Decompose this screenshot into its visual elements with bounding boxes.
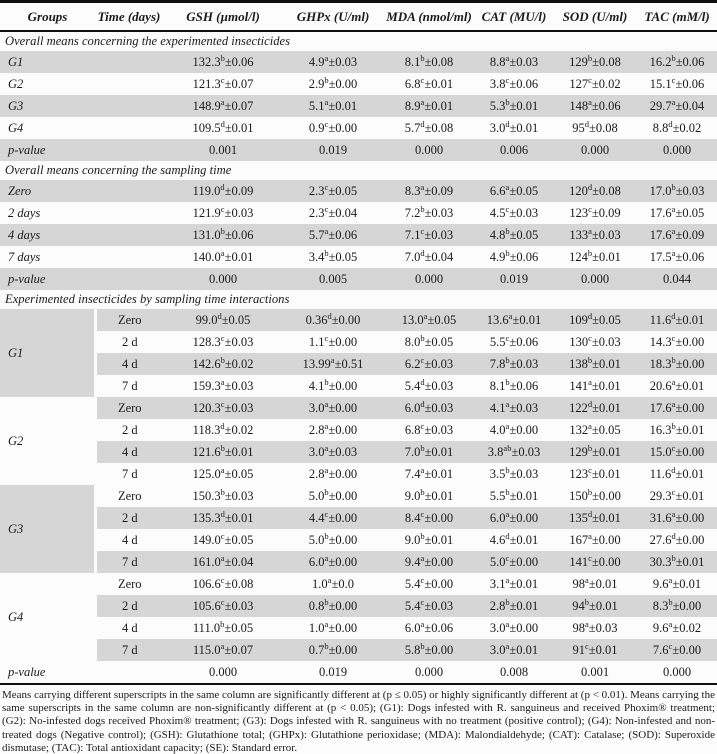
time-cell: 7 d: [95, 639, 163, 661]
value-cell: 8.1$^b$±0.08: [383, 51, 475, 73]
table-row: [0, 246, 717, 268]
value-cell: 6.0$^d$±0.03: [383, 397, 475, 419]
value-cell: 2.3$^c$±0.05: [283, 180, 383, 202]
value-cell: 17.6$^a$±0.05: [637, 202, 717, 224]
value-cell: $167^a\pm 0.00$: [553, 529, 637, 551]
table-row: [0, 73, 717, 95]
value-cell: 0.000: [637, 661, 717, 684]
value-cell: 3.1$^a$±0.01: [475, 573, 553, 595]
row-label: 4 days: [0, 224, 163, 246]
value-cell: 13.6$^a$±0.01: [475, 309, 553, 331]
value-cell: 121.6$^b$±0.01: [163, 441, 283, 463]
value-cell: 4.6$^d$±0.01: [475, 529, 553, 551]
time-cell: 2 d: [95, 419, 163, 441]
value-cell: 8.1$^b$±0.06: [475, 375, 553, 397]
row-label: G3: [0, 95, 163, 117]
value-cell: $95^d\pm 0.08$: [553, 117, 637, 139]
value-cell: 0.8$^b$±0.00: [283, 595, 383, 617]
time-cell: 7 d: [95, 375, 163, 397]
value-cell: 9.0$^b$±0.01: [383, 529, 475, 551]
section-header-row: [0, 290, 717, 309]
value-cell: $127^c\pm 0.02$: [553, 73, 637, 95]
value-cell: 27.6$^d$±0.00: [637, 529, 717, 551]
value-cell: 142.6$^b$±0.02: [163, 353, 283, 375]
value-cell: 16.3$^b$±0.01: [637, 419, 717, 441]
value-cell: 29.3$^c$±0.01: [637, 485, 717, 507]
value-cell: 5.8$^b$±0.00: [383, 639, 475, 661]
value-cell: 0.000: [383, 139, 475, 161]
value-cell: 6.0$^a$±0.00: [475, 507, 553, 529]
value-cell: 17.5$^a$±0.06: [637, 246, 717, 268]
value-cell: 17.0$^b$±0.03: [637, 180, 717, 202]
time-cell: Zero: [95, 573, 163, 595]
value-cell: 0.006: [475, 139, 553, 161]
table-row: [0, 95, 717, 117]
table-row: [0, 639, 717, 661]
section-title: Overall means concerning the sampling time: [0, 161, 717, 180]
value-cell: 16.2$^b$±0.06: [637, 51, 717, 73]
value-cell: 105.6$^c$±0.03: [163, 595, 283, 617]
value-cell: 7.0$^d$±0.04: [383, 246, 475, 268]
value-cell: 4.1$^a$±0.03: [475, 397, 553, 419]
table-row: [0, 51, 717, 73]
value-cell: $109^d\pm 0.05$: [553, 309, 637, 331]
value-cell: 8.4$^c$±0.00: [383, 507, 475, 529]
value-cell: 7.4$^a$±0.01: [383, 463, 475, 485]
time-cell: Zero: [95, 309, 163, 331]
value-cell: 140.0$^a$±0.01: [163, 246, 283, 268]
section-header-row: [0, 161, 717, 180]
value-cell: 0.008: [475, 661, 553, 684]
value-cell: 15.0$^c$±0.00: [637, 441, 717, 463]
group-cell: G1: [0, 309, 95, 397]
value-cell: 29.7$^a$±0.04: [637, 95, 717, 117]
section-title: Overall means concerning the experimented insecticides: [0, 31, 717, 51]
row-label: p-value: [0, 661, 95, 684]
row-label: p-value: [0, 139, 163, 161]
table-footnote: Means carrying different superscripts in the same column are significantly different at (p ≤ 0.05) or highly significantly different at (p < 0.01). Means carrying the same superscripts in the same column are non-significantly different at (p < 0.05); (G1): Dogs infested with R. sanguineus and received Phoxim® treatment; (G2): No-infested dogs received Phoxim® treatment; (G3): Dogs infested with R. sanguineus with no treatment (positive control); (G4): Non-infested and non-treated dogs (Negative control); (GSH): Glutathione total; (GHPx): Glutathione perioxidase; (MDA): Malondialdehyde; (CAT): Catalase; (SOD): Superoxide dismutase; (TAC): Total antioxidant capacity; (SE): Standard error.: [2, 689, 715, 754]
column-header-cat: CAT (MU/l): [475, 2, 553, 32]
value-cell: $120^d\pm 0.08$: [553, 180, 637, 202]
value-cell: 161.0$^a$±0.04: [163, 551, 283, 573]
value-cell: 8.3$^a$±0.09: [383, 180, 475, 202]
value-cell: 132.3$^b$±0.06: [163, 51, 283, 73]
table-row: [0, 551, 717, 573]
value-cell: 9.0$^b$±0.01: [383, 485, 475, 507]
time-cell: [95, 661, 163, 684]
value-cell: 3.0$^d$±0.01: [475, 117, 553, 139]
value-cell: $98^a\pm 0.03$: [553, 617, 637, 639]
time-cell: 7 d: [95, 463, 163, 485]
time-cell: 4 d: [95, 529, 163, 551]
group-cell: G4: [0, 573, 95, 661]
value-cell: 131.0$^b$±0.06: [163, 224, 283, 246]
value-cell: 18.3$^b$±0.00: [637, 353, 717, 375]
value-cell: 17.6$^a$±0.00: [637, 397, 717, 419]
value-cell: 120.3$^c$±0.03: [163, 397, 283, 419]
value-cell: 149.0$^c$±0.05: [163, 529, 283, 551]
row-label: G1: [0, 51, 163, 73]
results-table-body: [0, 31, 717, 684]
value-cell: 4.8$^b$±0.05: [475, 224, 553, 246]
row-label: Zero: [0, 180, 163, 202]
value-cell: 0.005: [283, 268, 383, 290]
value-cell: 2.9$^b$±0.00: [283, 73, 383, 95]
value-cell: 9.6$^a$±0.02: [637, 617, 717, 639]
value-cell: 0.000: [383, 268, 475, 290]
value-cell: 5.4$^c$±0.03: [383, 595, 475, 617]
value-cell: 3.8$^c$±0.06: [475, 73, 553, 95]
value-cell: 2.8$^a$±0.00: [283, 419, 383, 441]
value-cell: 99.0$^d$±0.05: [163, 309, 283, 331]
value-cell: 4.4$^c$±0.00: [283, 507, 383, 529]
value-cell: 2.8$^a$±0.00: [283, 463, 383, 485]
time-cell: 4 d: [95, 617, 163, 639]
value-cell: 2.3$^c$±0.04: [283, 202, 383, 224]
value-cell: 31.6$^a$±0.00: [637, 507, 717, 529]
table-row: [0, 441, 717, 463]
value-cell: $123^c\pm 0.09$: [553, 202, 637, 224]
value-cell: $129^b\pm 0.08$: [553, 51, 637, 73]
table-row: [0, 331, 717, 353]
value-cell: $141^c\pm 0.00$: [553, 551, 637, 573]
table-row: [0, 463, 717, 485]
value-cell: 7.0$^b$±0.01: [383, 441, 475, 463]
section-header-row: [0, 31, 717, 51]
value-cell: $129^b\pm 0.01$: [553, 441, 637, 463]
value-cell: 5.3$^b$±0.01: [475, 95, 553, 117]
table-row: [0, 419, 717, 441]
value-cell: 0.000: [637, 139, 717, 161]
table-row: [0, 375, 717, 397]
value-cell: $123^c\pm 0.01$: [553, 463, 637, 485]
value-cell: 121.3$^c$±0.07: [163, 73, 283, 95]
row-label: 2 days: [0, 202, 163, 224]
value-cell: 9.4$^a$±0.00: [383, 551, 475, 573]
value-cell: 3.0$^a$±0.01: [475, 639, 553, 661]
value-cell: $133^a\pm 0.03$: [553, 224, 637, 246]
value-cell: 8.9$^a$±0.01: [383, 95, 475, 117]
value-cell: 5.4$^d$±0.03: [383, 375, 475, 397]
value-cell: 0.001: [163, 139, 283, 161]
value-cell: 5.7$^a$±0.06: [283, 224, 383, 246]
value-cell: 5.0$^b$±0.00: [283, 485, 383, 507]
column-header-groups: Groups: [0, 2, 95, 32]
value-cell: 3.5$^b$±0.03: [475, 463, 553, 485]
table-row: [0, 617, 717, 639]
time-cell: Zero: [95, 397, 163, 419]
value-cell: 3.0$^a$±0.00: [283, 397, 383, 419]
column-header-gsh: GSH (µmol/l): [163, 2, 283, 32]
value-cell: 7.1$^c$±0.03: [383, 224, 475, 246]
value-cell: 5.4$^c$±0.00: [383, 573, 475, 595]
value-cell: 11.6$^d$±0.01: [637, 463, 717, 485]
value-cell: 8.0$^b$±0.05: [383, 331, 475, 353]
table-row: [0, 507, 717, 529]
value-cell: 7.8$^b$±0.03: [475, 353, 553, 375]
value-cell: 14.3$^c$±0.00: [637, 331, 717, 353]
value-cell: 0.001: [553, 661, 637, 684]
value-cell: $150^b\pm 0.00$: [553, 485, 637, 507]
value-cell: 111.0$^b$±0.05: [163, 617, 283, 639]
p-value-row: [0, 139, 717, 161]
value-cell: 0.019: [283, 139, 383, 161]
value-cell: 17.6$^a$±0.09: [637, 224, 717, 246]
value-cell: 128.3$^c$±0.03: [163, 331, 283, 353]
value-cell: $132^a\pm 0.05$: [553, 419, 637, 441]
column-header-mda: MDA (nmol/ml): [383, 2, 475, 32]
value-cell: $94^b\pm 0.01$: [553, 595, 637, 617]
column-header-tac: TAC (mM/l): [637, 2, 717, 32]
value-cell: 4.1$^b$±0.00: [283, 375, 383, 397]
value-cell: $98^a\pm 0.01$: [553, 573, 637, 595]
value-cell: 6.0$^a$±0.00: [283, 551, 383, 573]
value-cell: 0.9$^c$±0.00: [283, 117, 383, 139]
value-cell: 13.99$^a$±0.51: [283, 353, 383, 375]
group-cell: G2: [0, 397, 95, 485]
row-label: 7 days: [0, 246, 163, 268]
section-title: Experimented insecticides by sampling time interactions: [0, 290, 717, 309]
value-cell: 118.3$^d$±0.02: [163, 419, 283, 441]
value-cell: 135.3$^d$±0.01: [163, 507, 283, 529]
time-cell: 4 d: [95, 353, 163, 375]
value-cell: 13.0$^a$±0.05: [383, 309, 475, 331]
value-cell: 109.5$^d$±0.01: [163, 117, 283, 139]
row-label: p-value: [0, 268, 163, 290]
value-cell: 121.9$^c$±0.03: [163, 202, 283, 224]
value-cell: 0.36$^d$±0.00: [283, 309, 383, 331]
value-cell: $135^d\pm 0.01$: [553, 507, 637, 529]
value-cell: $122^d\pm 0.01$: [553, 397, 637, 419]
table-row: [0, 595, 717, 617]
table-row: [0, 529, 717, 551]
value-cell: 3.8$^{ab}$±0.03: [475, 441, 553, 463]
value-cell: 4.5$^c$±0.03: [475, 202, 553, 224]
value-cell: 159.3$^a$±0.03: [163, 375, 283, 397]
value-cell: 0.019: [283, 661, 383, 684]
value-cell: 2.8$^b$±0.01: [475, 595, 553, 617]
value-cell: 15.1$^c$±0.06: [637, 73, 717, 95]
value-cell: 6.0$^a$±0.06: [383, 617, 475, 639]
header-row: [0, 2, 717, 32]
value-cell: 5.0$^c$±0.00: [475, 551, 553, 573]
value-cell: 0.019: [475, 268, 553, 290]
value-cell: 5.0$^b$±0.00: [283, 529, 383, 551]
value-cell: 115.0$^a$±0.07: [163, 639, 283, 661]
value-cell: 4.9$^b$±0.06: [475, 246, 553, 268]
value-cell: 4.9$^a$±0.03: [283, 51, 383, 73]
value-cell: 3.0$^a$±0.03: [283, 441, 383, 463]
value-cell: 8.8$^d$±0.02: [637, 117, 717, 139]
table-row: [0, 309, 717, 331]
value-cell: $130^c\pm 0.03$: [553, 331, 637, 353]
value-cell: 1.0$^a$±0.00: [283, 617, 383, 639]
time-cell: 2 d: [95, 331, 163, 353]
value-cell: 150.3$^b$±0.03: [163, 485, 283, 507]
value-cell: 7.2$^b$±0.03: [383, 202, 475, 224]
value-cell: 3.0$^a$±0.00: [475, 617, 553, 639]
group-cell: G3: [0, 485, 95, 573]
time-cell: 2 d: [95, 595, 163, 617]
value-cell: 6.6$^a$±0.05: [475, 180, 553, 202]
value-cell: 11.6$^d$±0.01: [637, 309, 717, 331]
value-cell: 0.000: [553, 268, 637, 290]
table-row: [0, 202, 717, 224]
value-cell: 1.1$^c$±0.00: [283, 331, 383, 353]
value-cell: 9.6$^a$±0.01: [637, 573, 717, 595]
value-cell: 7.6$^c$±0.00: [637, 639, 717, 661]
value-cell: $148^a\pm 0.06$: [553, 95, 637, 117]
value-cell: 5.5$^c$±0.06: [475, 331, 553, 353]
time-cell: Zero: [95, 485, 163, 507]
table-row: [0, 397, 717, 419]
value-cell: 125.0$^a$±0.05: [163, 463, 283, 485]
value-cell: 5.5$^b$±0.01: [475, 485, 553, 507]
row-label: G2: [0, 73, 163, 95]
column-header-sod: SOD (U/ml): [553, 2, 637, 32]
value-cell: 4.0$^a$±0.00: [475, 419, 553, 441]
value-cell: 30.3$^b$±0.01: [637, 551, 717, 573]
value-cell: 1.0$^a$±0.0: [283, 573, 383, 595]
value-cell: 0.044: [637, 268, 717, 290]
value-cell: 5.1$^a$±0.01: [283, 95, 383, 117]
value-cell: 8.8$^a$±0.03: [475, 51, 553, 73]
table-row: [0, 353, 717, 375]
table-row: [0, 573, 717, 595]
table-row: [0, 180, 717, 202]
value-cell: 0.000: [383, 661, 475, 684]
value-cell: 106.6$^c$±0.08: [163, 573, 283, 595]
time-cell: 4 d: [95, 441, 163, 463]
value-cell: 5.7$^d$±0.08: [383, 117, 475, 139]
column-header-ghpx: GHPx (U/ml): [283, 2, 383, 32]
table-row: [0, 224, 717, 246]
value-cell: 3.4$^b$±0.05: [283, 246, 383, 268]
value-cell: 6.8$^c$±0.03: [383, 419, 475, 441]
table-row: [0, 485, 717, 507]
p-value-row: [0, 661, 717, 684]
value-cell: 6.8$^c$±0.01: [383, 73, 475, 95]
value-cell: 6.2$^c$±0.03: [383, 353, 475, 375]
value-cell: $141^a\pm 0.01$: [553, 375, 637, 397]
value-cell: 0.7$^b$±0.00: [283, 639, 383, 661]
value-cell: $124^b\pm 0.01$: [553, 246, 637, 268]
time-cell: 7 d: [95, 551, 163, 573]
value-cell: $138^b\pm 0.01$: [553, 353, 637, 375]
value-cell: 119.0$^d$±0.09: [163, 180, 283, 202]
value-cell: 0.000: [553, 139, 637, 161]
value-cell: 148.9$^a$±0.07: [163, 95, 283, 117]
time-cell: 2 d: [95, 507, 163, 529]
value-cell: 0.000: [163, 268, 283, 290]
column-header-time: Time (days): [95, 2, 163, 32]
p-value-row: [0, 268, 717, 290]
row-label: G4: [0, 117, 163, 139]
value-cell: 20.6$^a$±0.01: [637, 375, 717, 397]
table-row: [0, 117, 717, 139]
value-cell: 0.000: [163, 661, 283, 684]
value-cell: 8.3$^b$±0.00: [637, 595, 717, 617]
value-cell: $91^c\pm 0.01$: [553, 639, 637, 661]
